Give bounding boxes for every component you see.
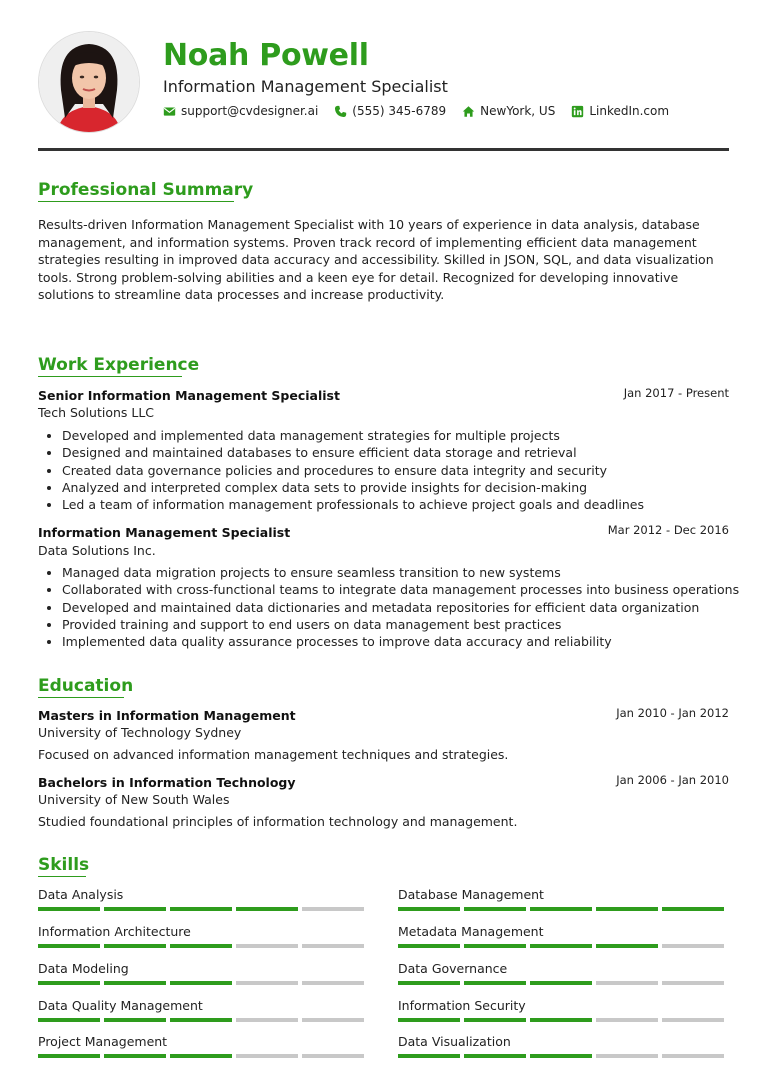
- skill-segment-filled: [464, 907, 526, 911]
- list-item: • Led a team of information management professionals to achieve project goals and deadlines: [62, 496, 752, 513]
- skill-level-bar: [398, 1018, 728, 1022]
- skill-segment-filled: [464, 944, 526, 948]
- skill-segment-filled: [38, 944, 100, 948]
- education-heading: Education: [38, 676, 134, 696]
- skill-level-bar: [38, 907, 368, 911]
- skill-level-bar: [398, 944, 728, 948]
- edu-degree: Bachelors in Information Technology: [38, 775, 296, 790]
- skill-name: Information Security: [398, 998, 526, 1013]
- skill-segment-filled: [104, 907, 166, 911]
- skill-segment-filled: [398, 981, 460, 985]
- skill-segment-empty: [236, 1018, 298, 1022]
- skill-segment-filled: [236, 907, 298, 911]
- skill-item: [398, 960, 728, 985]
- edu-school: University of New South Wales: [38, 792, 230, 807]
- home-icon: [462, 105, 475, 118]
- skill-name: Database Management: [398, 887, 544, 902]
- skill-item: [398, 886, 728, 911]
- edu-dates: Jan 2006 - Jan 2010: [616, 773, 729, 787]
- contact-location: [462, 104, 555, 118]
- list-item: • Collaborated with cross-functional teams to integrate data management processes into business operations: [62, 581, 752, 598]
- contact-email[interactable]: [163, 104, 318, 118]
- skill-segment-filled: [170, 1018, 232, 1022]
- skill-segment-filled: [398, 1018, 460, 1022]
- skill-name: Data Modeling: [38, 961, 129, 976]
- skill-segment-empty: [596, 1054, 658, 1058]
- job-bullets: [38, 427, 752, 513]
- experience-heading: Work Experience: [38, 355, 200, 375]
- skill-level-bar: [398, 1054, 728, 1058]
- skill-segment-filled: [530, 981, 592, 985]
- skill-segment-empty: [596, 1018, 658, 1022]
- education-heading-underline: [38, 697, 124, 698]
- linkedin-icon: [571, 105, 584, 118]
- skill-level-bar: [38, 1054, 368, 1058]
- skill-segment-empty: [302, 907, 364, 911]
- skill-item: [38, 1033, 368, 1058]
- list-item: • Created data governance policies and procedures to ensure data integrity and security: [62, 462, 752, 479]
- envelope-icon: [163, 105, 176, 118]
- skill-segment-filled: [170, 944, 232, 948]
- skill-item: [38, 960, 368, 985]
- skill-segment-filled: [170, 1054, 232, 1058]
- job-company: Tech Solutions LLC: [38, 405, 155, 420]
- contact-linkedin-text: LinkedIn.com: [589, 104, 670, 118]
- summary-heading: Professional Summary: [38, 180, 254, 200]
- job-dates: Jan 2017 - Present: [623, 386, 729, 400]
- skill-segment-filled: [104, 944, 166, 948]
- skill-segment-empty: [236, 1054, 298, 1058]
- skill-name: Metadata Management: [398, 924, 544, 939]
- skill-segment-empty: [302, 1054, 364, 1058]
- skill-segment-filled: [464, 981, 526, 985]
- summary-heading-underline: [38, 201, 234, 202]
- summary-text: Results-driven Information Management Specialist with 10 years of experience in data analysis, database management, and information systems. Proven track record of implementing efficient data management strategies resulting in improved data accuracy and accessibility. Skilled in JSON, SQL, and data visualization tools. Strong problem-solving abilities and a keen eye for detail. Recognized for developing innovative solutions to streamline data processes and increase productivity.: [38, 217, 714, 303]
- profile-photo: [38, 31, 140, 133]
- skill-item: [38, 923, 368, 948]
- skill-name: Data Analysis: [38, 887, 124, 902]
- contact-phone[interactable]: [334, 104, 446, 118]
- list-item: • Designed and maintained databases to ensure efficient data storage and retrieval: [62, 444, 752, 461]
- skill-segment-filled: [464, 1054, 526, 1058]
- skill-level-bar: [38, 1018, 368, 1022]
- skill-segment-empty: [302, 944, 364, 948]
- skill-segment-filled: [596, 944, 658, 948]
- skill-segment-filled: [530, 1018, 592, 1022]
- header-divider: [38, 148, 729, 151]
- job-role: Senior Information Management Specialist: [38, 388, 340, 403]
- skill-name: Data Quality Management: [38, 998, 203, 1013]
- list-item: • Developed and maintained data dictionaries and metadata repositories for efficient data organization: [62, 599, 752, 616]
- job-role: Information Management Specialist: [38, 525, 291, 540]
- phone-icon: [334, 105, 347, 118]
- skill-segment-filled: [38, 907, 100, 911]
- skill-name: Data Visualization: [398, 1034, 511, 1049]
- skill-level-bar: [398, 907, 728, 911]
- skill-level-bar: [38, 944, 368, 948]
- skill-segment-empty: [236, 944, 298, 948]
- skill-segment-filled: [398, 907, 460, 911]
- list-item: • Developed and implemented data management strategies for multiple projects: [62, 427, 752, 444]
- skill-segment-filled: [596, 907, 658, 911]
- skill-segment-filled: [398, 944, 460, 948]
- skill-segment-empty: [662, 981, 724, 985]
- skills-heading: Skills: [38, 855, 90, 875]
- job-company: Data Solutions Inc.: [38, 543, 156, 558]
- skill-segment-filled: [170, 907, 232, 911]
- skill-segment-filled: [38, 981, 100, 985]
- list-item: • Implemented data quality assurance processes to improve data accuracy and reliability: [62, 633, 752, 650]
- job-dates: Mar 2012 - Dec 2016: [607, 523, 729, 537]
- skill-segment-empty: [662, 944, 724, 948]
- skill-item: [398, 997, 728, 1022]
- skill-segment-filled: [530, 1054, 592, 1058]
- skill-item: [398, 1033, 728, 1058]
- edu-degree: Masters in Information Management: [38, 708, 296, 723]
- skill-segment-filled: [38, 1018, 100, 1022]
- skill-segment-filled: [464, 1018, 526, 1022]
- candidate-title: Information Management Specialist: [163, 77, 448, 96]
- edu-school: University of Technology Sydney: [38, 725, 242, 740]
- job-bullets: [38, 564, 752, 650]
- skill-segment-empty: [662, 1054, 724, 1058]
- skill-item: [398, 923, 728, 948]
- contact-location-text: NewYork, US: [480, 104, 556, 118]
- list-item: • Provided training and support to end users on data management best practices: [62, 616, 752, 633]
- skill-segment-filled: [104, 981, 166, 985]
- contact-email-text: support@cvdesigner.ai: [181, 104, 319, 118]
- skill-segment-empty: [302, 981, 364, 985]
- skill-segment-empty: [302, 1018, 364, 1022]
- candidate-name: Noah Powell: [163, 38, 369, 73]
- skill-segment-filled: [398, 1054, 460, 1058]
- skill-segment-filled: [104, 1018, 166, 1022]
- edu-dates: Jan 2010 - Jan 2012: [616, 706, 729, 720]
- skill-item: [38, 886, 368, 911]
- skill-segment-filled: [530, 944, 592, 948]
- edu-description: Focused on advanced information management techniques and strategies.: [38, 747, 509, 762]
- list-item: • Managed data migration projects to ensure seamless transition to new systems: [62, 564, 752, 581]
- skill-segment-filled: [662, 907, 724, 911]
- skill-name: Data Governance: [398, 961, 508, 976]
- skill-level-bar: [398, 981, 728, 985]
- skill-segment-filled: [170, 981, 232, 985]
- skill-name: Information Architecture: [38, 924, 191, 939]
- skill-segment-empty: [662, 1018, 724, 1022]
- experience-heading-underline: [38, 376, 182, 377]
- skills-heading-underline: [38, 876, 86, 877]
- edu-description: Studied foundational principles of information technology and management.: [38, 814, 518, 829]
- skill-segment-filled: [104, 1054, 166, 1058]
- skill-segment-filled: [530, 907, 592, 911]
- skill-segment-empty: [596, 981, 658, 985]
- skill-item: [38, 997, 368, 1022]
- skill-segment-filled: [38, 1054, 100, 1058]
- skill-segment-empty: [236, 981, 298, 985]
- skill-name: Project Management: [38, 1034, 168, 1049]
- contact-linkedin[interactable]: [571, 104, 669, 118]
- contact-phone-text: (555) 345-6789: [352, 104, 447, 118]
- contact-row: [163, 104, 685, 118]
- skill-level-bar: [38, 981, 368, 985]
- list-item: • Analyzed and interpreted complex data sets to provide insights for decision-making: [62, 479, 752, 496]
